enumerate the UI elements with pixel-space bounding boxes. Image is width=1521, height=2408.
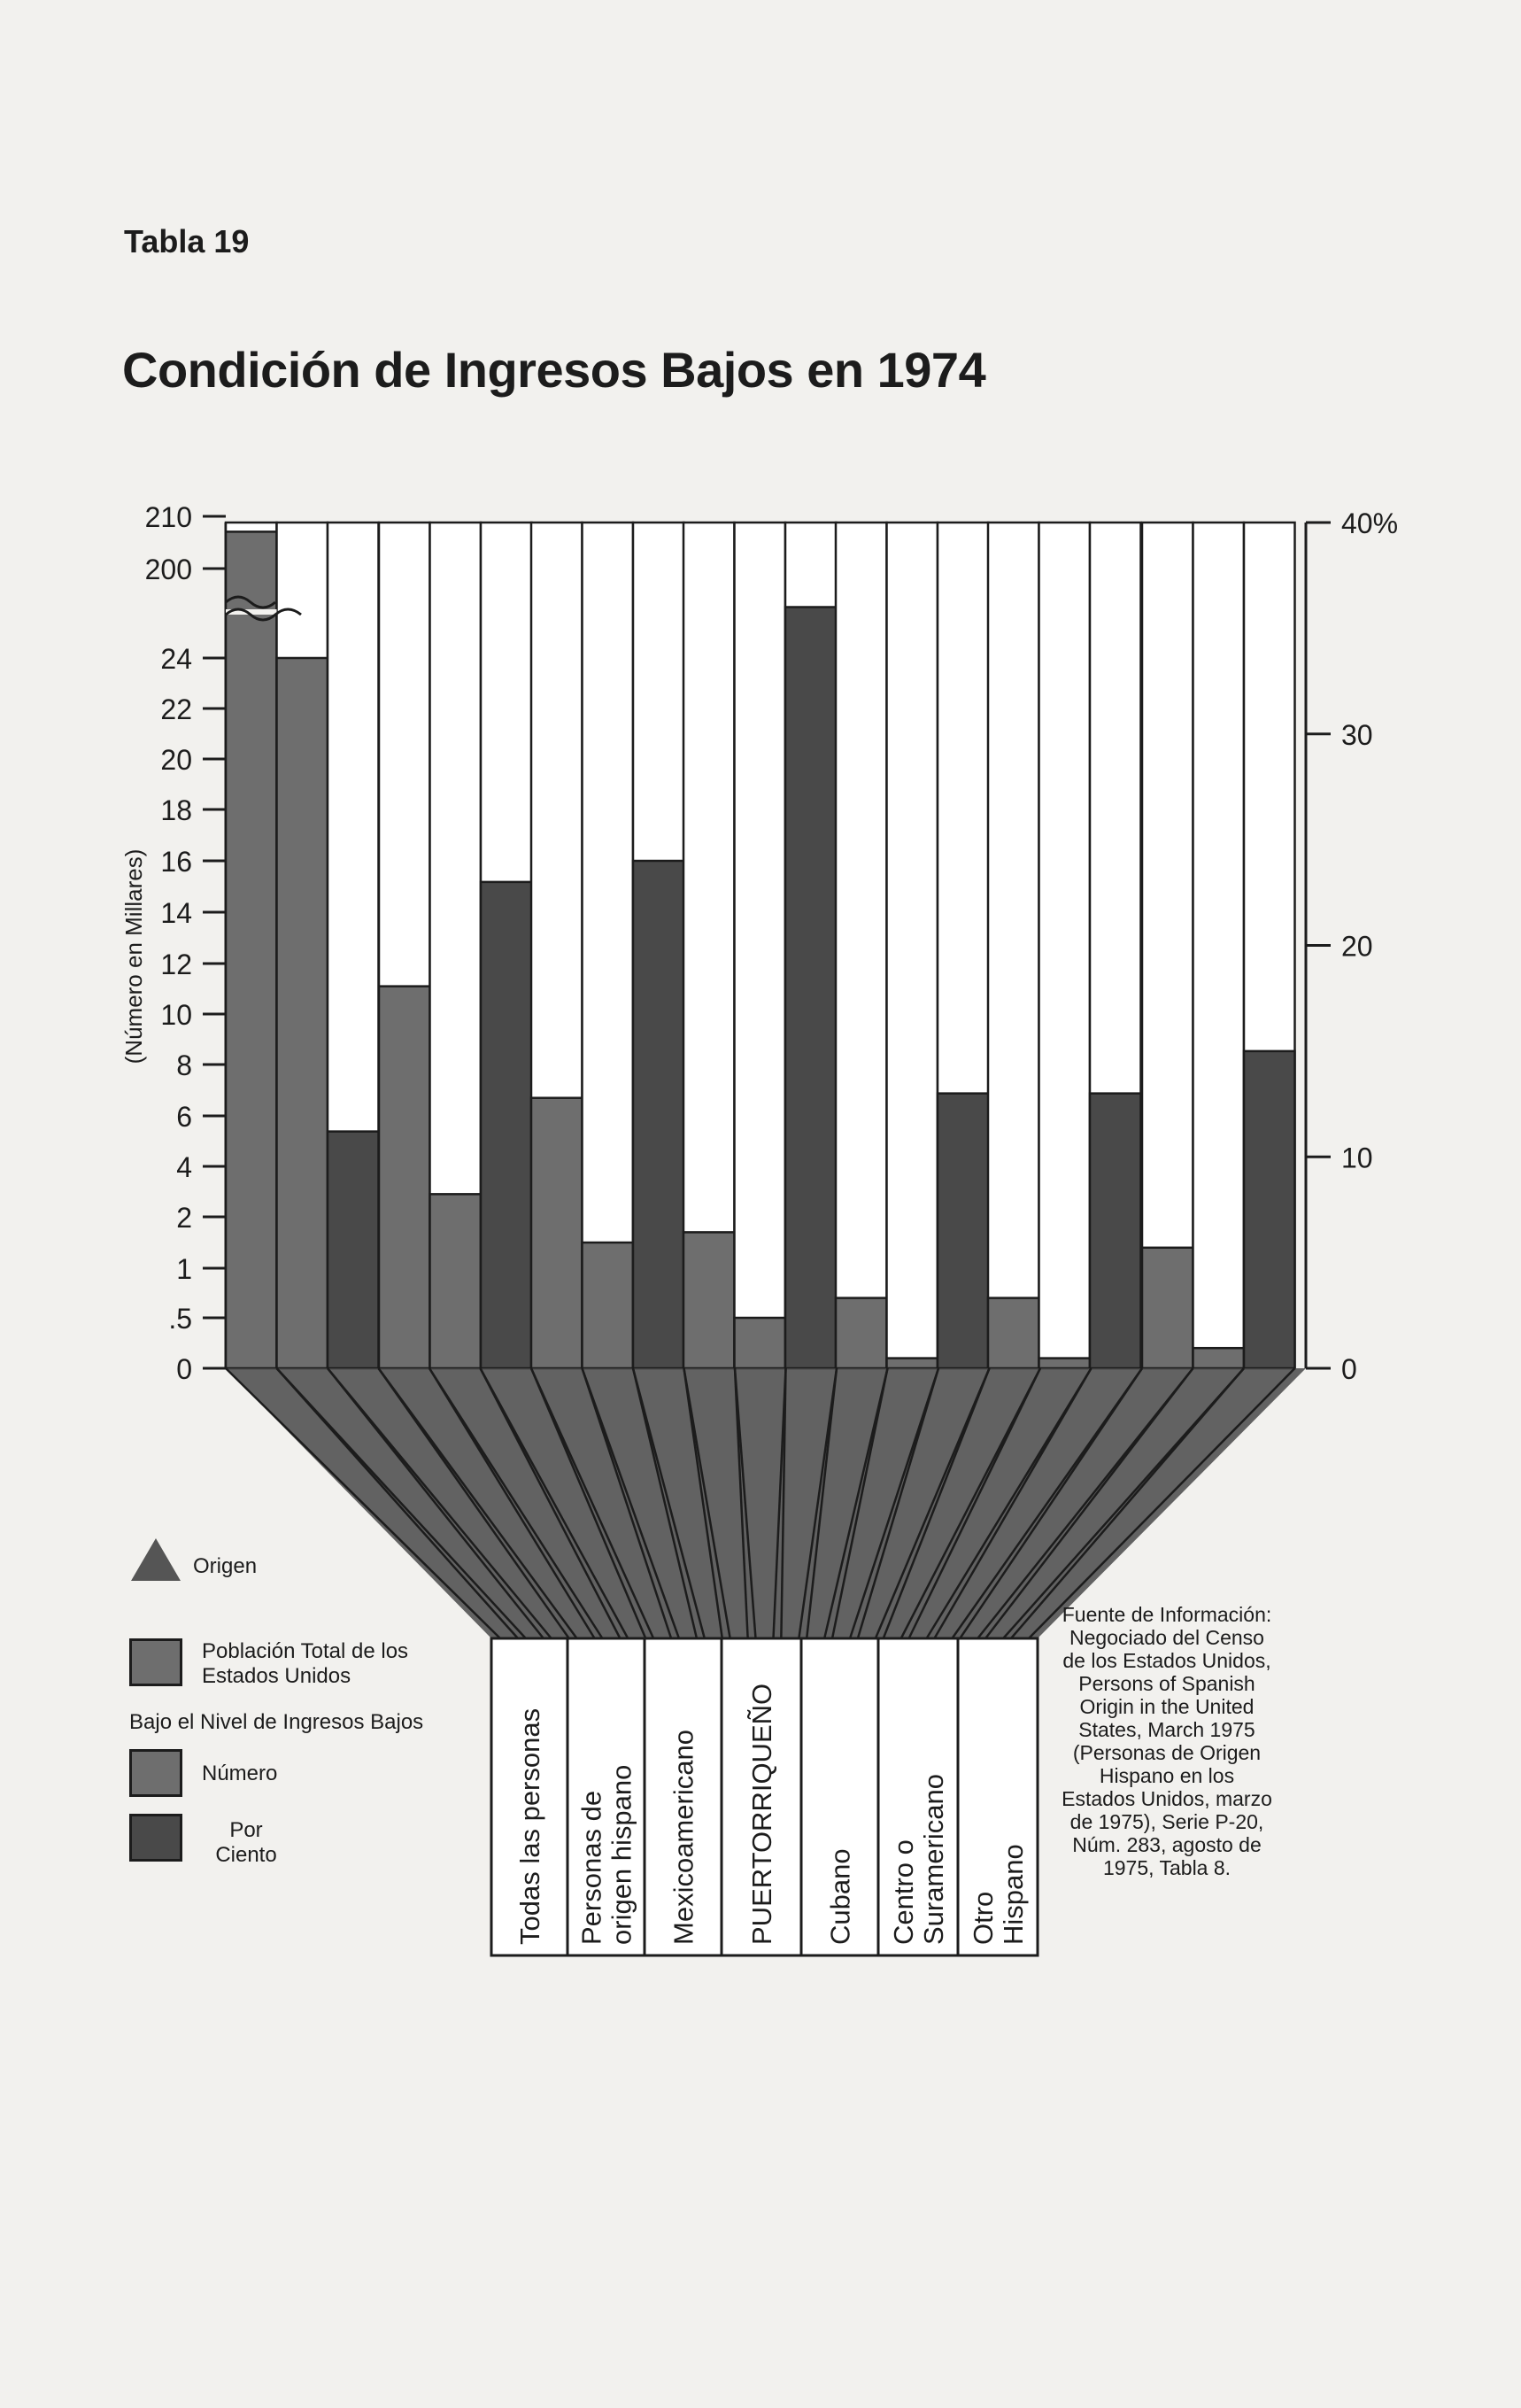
bar-number: [887, 1359, 938, 1368]
bar-column: [1142, 523, 1193, 1368]
left-tick-label: 1: [176, 1253, 192, 1285]
bar-number: [583, 1243, 634, 1368]
bar-total: [1142, 1248, 1193, 1368]
legend-total: Población Total de los Estados Unidos: [202, 1639, 409, 1688]
left-tick-label: 14: [160, 897, 192, 929]
bar-number: [277, 658, 328, 1368]
bar-number: [1193, 1348, 1245, 1368]
bar-column: [887, 523, 938, 1368]
category-label: Personas de: [575, 1790, 607, 1945]
left-tick-label: 2: [176, 1202, 192, 1234]
bar-total: [226, 531, 277, 1368]
right-tick-label: 10: [1341, 1142, 1373, 1174]
bar-column: [1193, 523, 1245, 1368]
category-label: Suramericano: [918, 1774, 949, 1945]
left-tick-label: 16: [160, 846, 192, 878]
left-tick-label: 12: [160, 948, 192, 980]
left-axis-label: (Número en Millares): [120, 848, 147, 1065]
left-tick-label: 24: [160, 643, 192, 675]
bar-column: [1039, 523, 1091, 1368]
bar-percent: [481, 882, 532, 1368]
bar-number: [1039, 1359, 1091, 1368]
bar-column: [735, 523, 786, 1368]
chart-title: Condición de Ingresos Bajos en 1974: [122, 342, 986, 398]
legend-number: Número: [202, 1761, 278, 1785]
category-label: Centro o: [888, 1839, 919, 1945]
bar-percent: [1244, 1051, 1295, 1368]
left-tick-label: .5: [168, 1303, 192, 1335]
left-tick-label: 200: [144, 554, 192, 585]
bar-number: [430, 1194, 482, 1368]
right-tick-label: 20: [1341, 930, 1373, 963]
bar-column: [988, 523, 1039, 1368]
legend-swatch-percent: [129, 1814, 182, 1862]
left-tick-label: 4: [176, 1151, 192, 1183]
bar-total: [531, 1098, 583, 1368]
bar-percent: [938, 1094, 989, 1368]
category-label: Otro: [968, 1891, 999, 1945]
right-tick-label: 30: [1341, 718, 1373, 751]
category-label: Mexicoamericano: [668, 1730, 699, 1945]
right-tick-label: 0: [1341, 1353, 1357, 1385]
bar-percent: [785, 608, 837, 1369]
left-tick-label: 18: [160, 794, 192, 826]
funnel-fill: [226, 1368, 1306, 1638]
left-tick-label: 20: [160, 744, 192, 776]
left-tick-label: 210: [144, 501, 192, 533]
left-tick-label: 10: [160, 999, 192, 1031]
legend-swatch-number: [129, 1749, 182, 1797]
left-tick-label: 6: [176, 1101, 192, 1133]
bar-total: [836, 1298, 887, 1368]
bar-percent: [328, 1132, 379, 1368]
legend-origin: Origen: [193, 1554, 258, 1578]
category-label: Cubano: [824, 1848, 856, 1945]
legend-percent: Por Ciento: [215, 1818, 277, 1867]
bar-total: [683, 1232, 735, 1368]
left-tick-label: 22: [160, 693, 192, 725]
table-number: Tabla 19: [124, 223, 250, 259]
bar-column: [836, 523, 887, 1368]
bar-percent: [633, 861, 684, 1368]
legend-group-heading: Bajo el Nivel de Ingresos Bajos: [129, 1710, 424, 1734]
bar-number: [735, 1318, 786, 1368]
bar-total: [988, 1298, 1039, 1368]
category-label: origen hispano: [606, 1764, 637, 1945]
source-note: Fuente de Información: Negociado del Censo de los Estados Unidos, Persons of Spanish Origin in the United States, March 1975 (Personas de Origen Hispano en los Estados Unidos, marzo de 1975), Serie P-20, Núm. 283, agosto de 1975, Tabla 8.: [1062, 1603, 1272, 1879]
left-tick-label: 8: [176, 1049, 192, 1081]
category-label: PUERTORRIQUEÑO: [746, 1683, 777, 1945]
category-label: Todas las personas: [514, 1707, 545, 1945]
right-tick-label: 40%: [1341, 507, 1399, 539]
legend-swatch-total: [129, 1638, 182, 1686]
bar-percent: [1090, 1094, 1141, 1368]
left-tick-label: 0: [176, 1353, 192, 1385]
category-label: Hispano: [998, 1844, 1029, 1945]
origin-triangle-icon: [129, 1537, 182, 1583]
bar-total: [379, 987, 430, 1368]
